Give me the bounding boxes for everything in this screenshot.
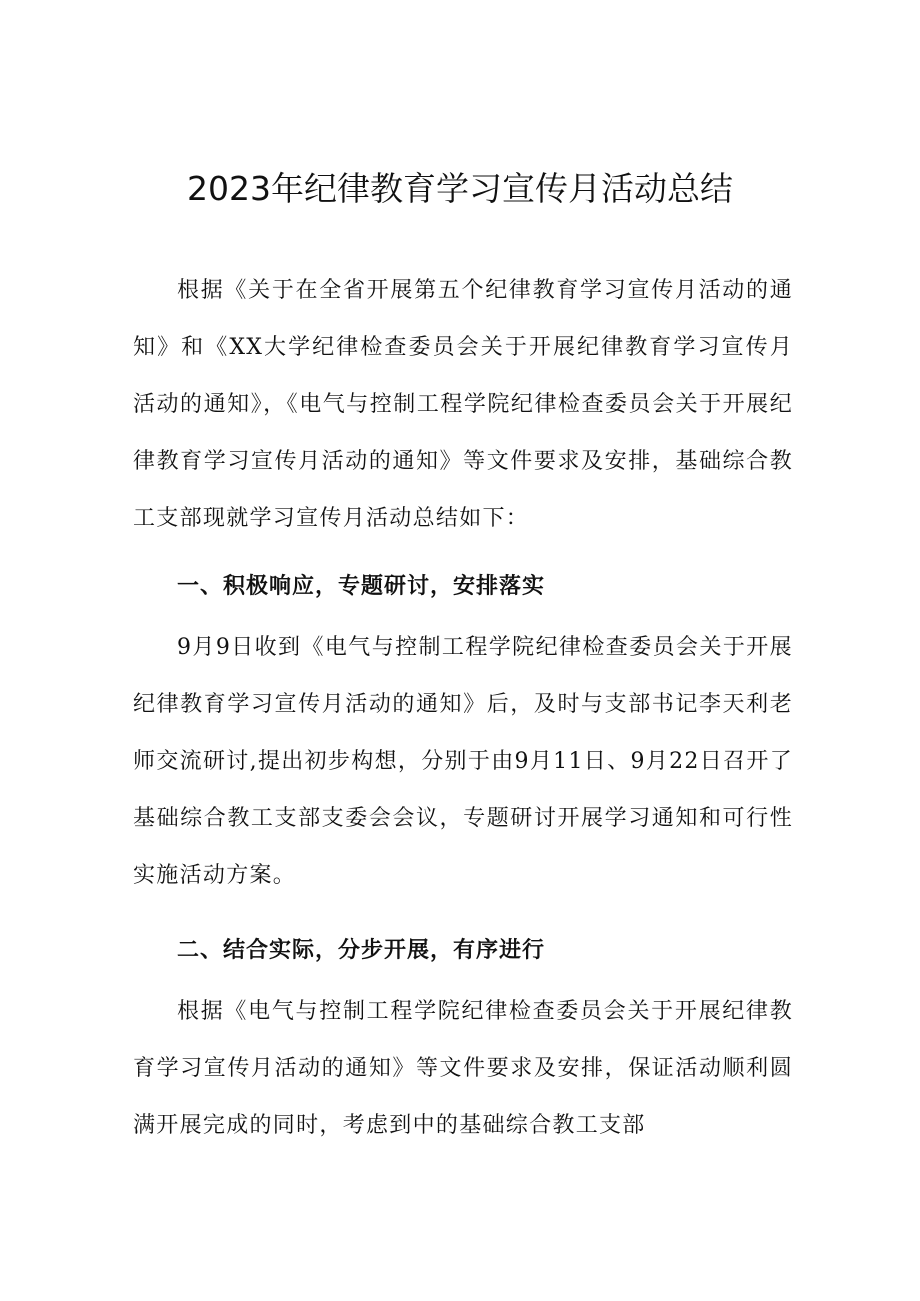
document-title: 2023年纪律教育学习宣传月活动总结 [187, 169, 733, 208]
section-heading-1: 一、积极响应，专题研讨，安排落实 [177, 574, 546, 599]
intro-paragraph: 根据《关于在全省开展第五个纪律教育学习宣传月活动的通知》和《XX大学纪律检查委员会关于开展纪律教育学习宣传月活动的通知》，《电气与控制工程学院纪律检查委员会关于开展纪律教育学习宣传月活动的通知》等文件要求及安排，基础综合教工支部现就学习宣传月活动总结如下： [133, 278, 793, 531]
section-heading-2: 二、结合实际，分步开展，有序进行 [177, 938, 546, 963]
section-2-paragraph: 根据《电气与控制工程学院纪律检查委员会关于开展纪律教育学习宣传月活动的通知》等文件要求及安排，保证活动顺利圆满开展完成的同时，考虑到中的基础综合教工支部 [133, 999, 793, 1138]
section-1-paragraph: 9月9日收到《电气与控制工程学院纪律检查委员会关于开展纪律教育学习宣传月活动的通知》后，及时与支部书记李天利老师交流研讨,提出初步构想，分别于由9月11日、9月22日召开了基础综合教工支部支委会会议，专题研讨开展学习通知和可行性实施活动方案。 [133, 635, 793, 888]
